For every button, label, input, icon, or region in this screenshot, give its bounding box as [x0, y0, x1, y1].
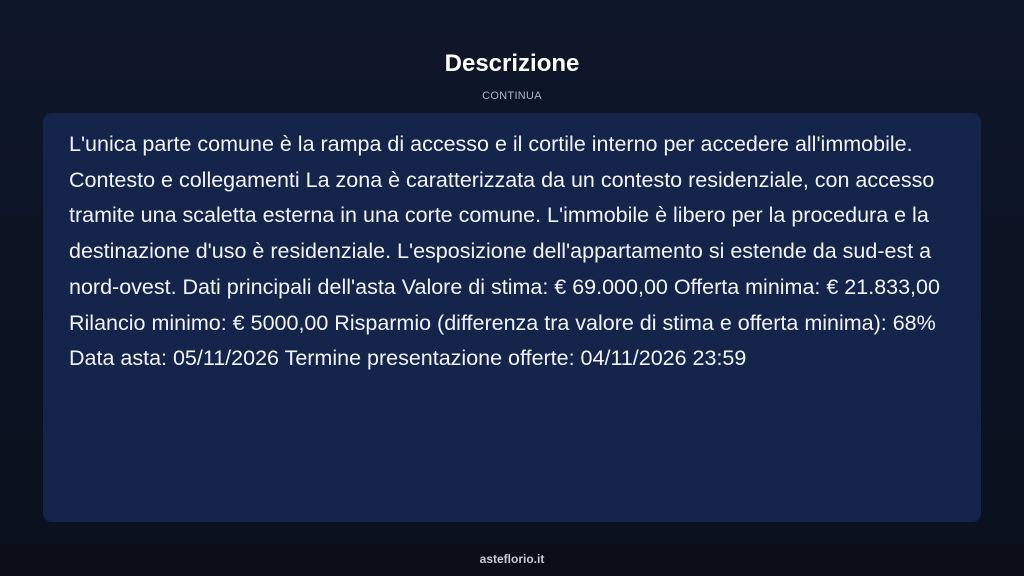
description-text: L'unica parte comune è la rampa di accesso e il cortile interno per accedere all'immobile. Contesto e collegamenti La zona è caratterizzata da un contesto residenziale, con accesso tramite una scaletta esterna in una corte comune. L'immobile è libero per la procedura e la destinazione d'uso è residenziale. L'esposizione dell'appartamento si estende da sud-est a nord-ovest. Dati principali dell'asta Valore di stima: € 69.000,00 Offerta minima: € 21.833,00 Rilancio minimo: € 5000,00 Risparmio (differenza tra valore di stima e offerta minima): 68% Data asta: 05/11/2026 Termine presentazione offerte: 04/11/2026 23:59 — [69, 132, 940, 371]
page-title: Descrizione — [444, 50, 580, 77]
continue-label: CONTINUA — [482, 90, 542, 102]
description-card — [43, 113, 981, 522]
footer-site-name: asteflorio.it — [479, 552, 545, 566]
footer-bar — [0, 544, 1024, 576]
